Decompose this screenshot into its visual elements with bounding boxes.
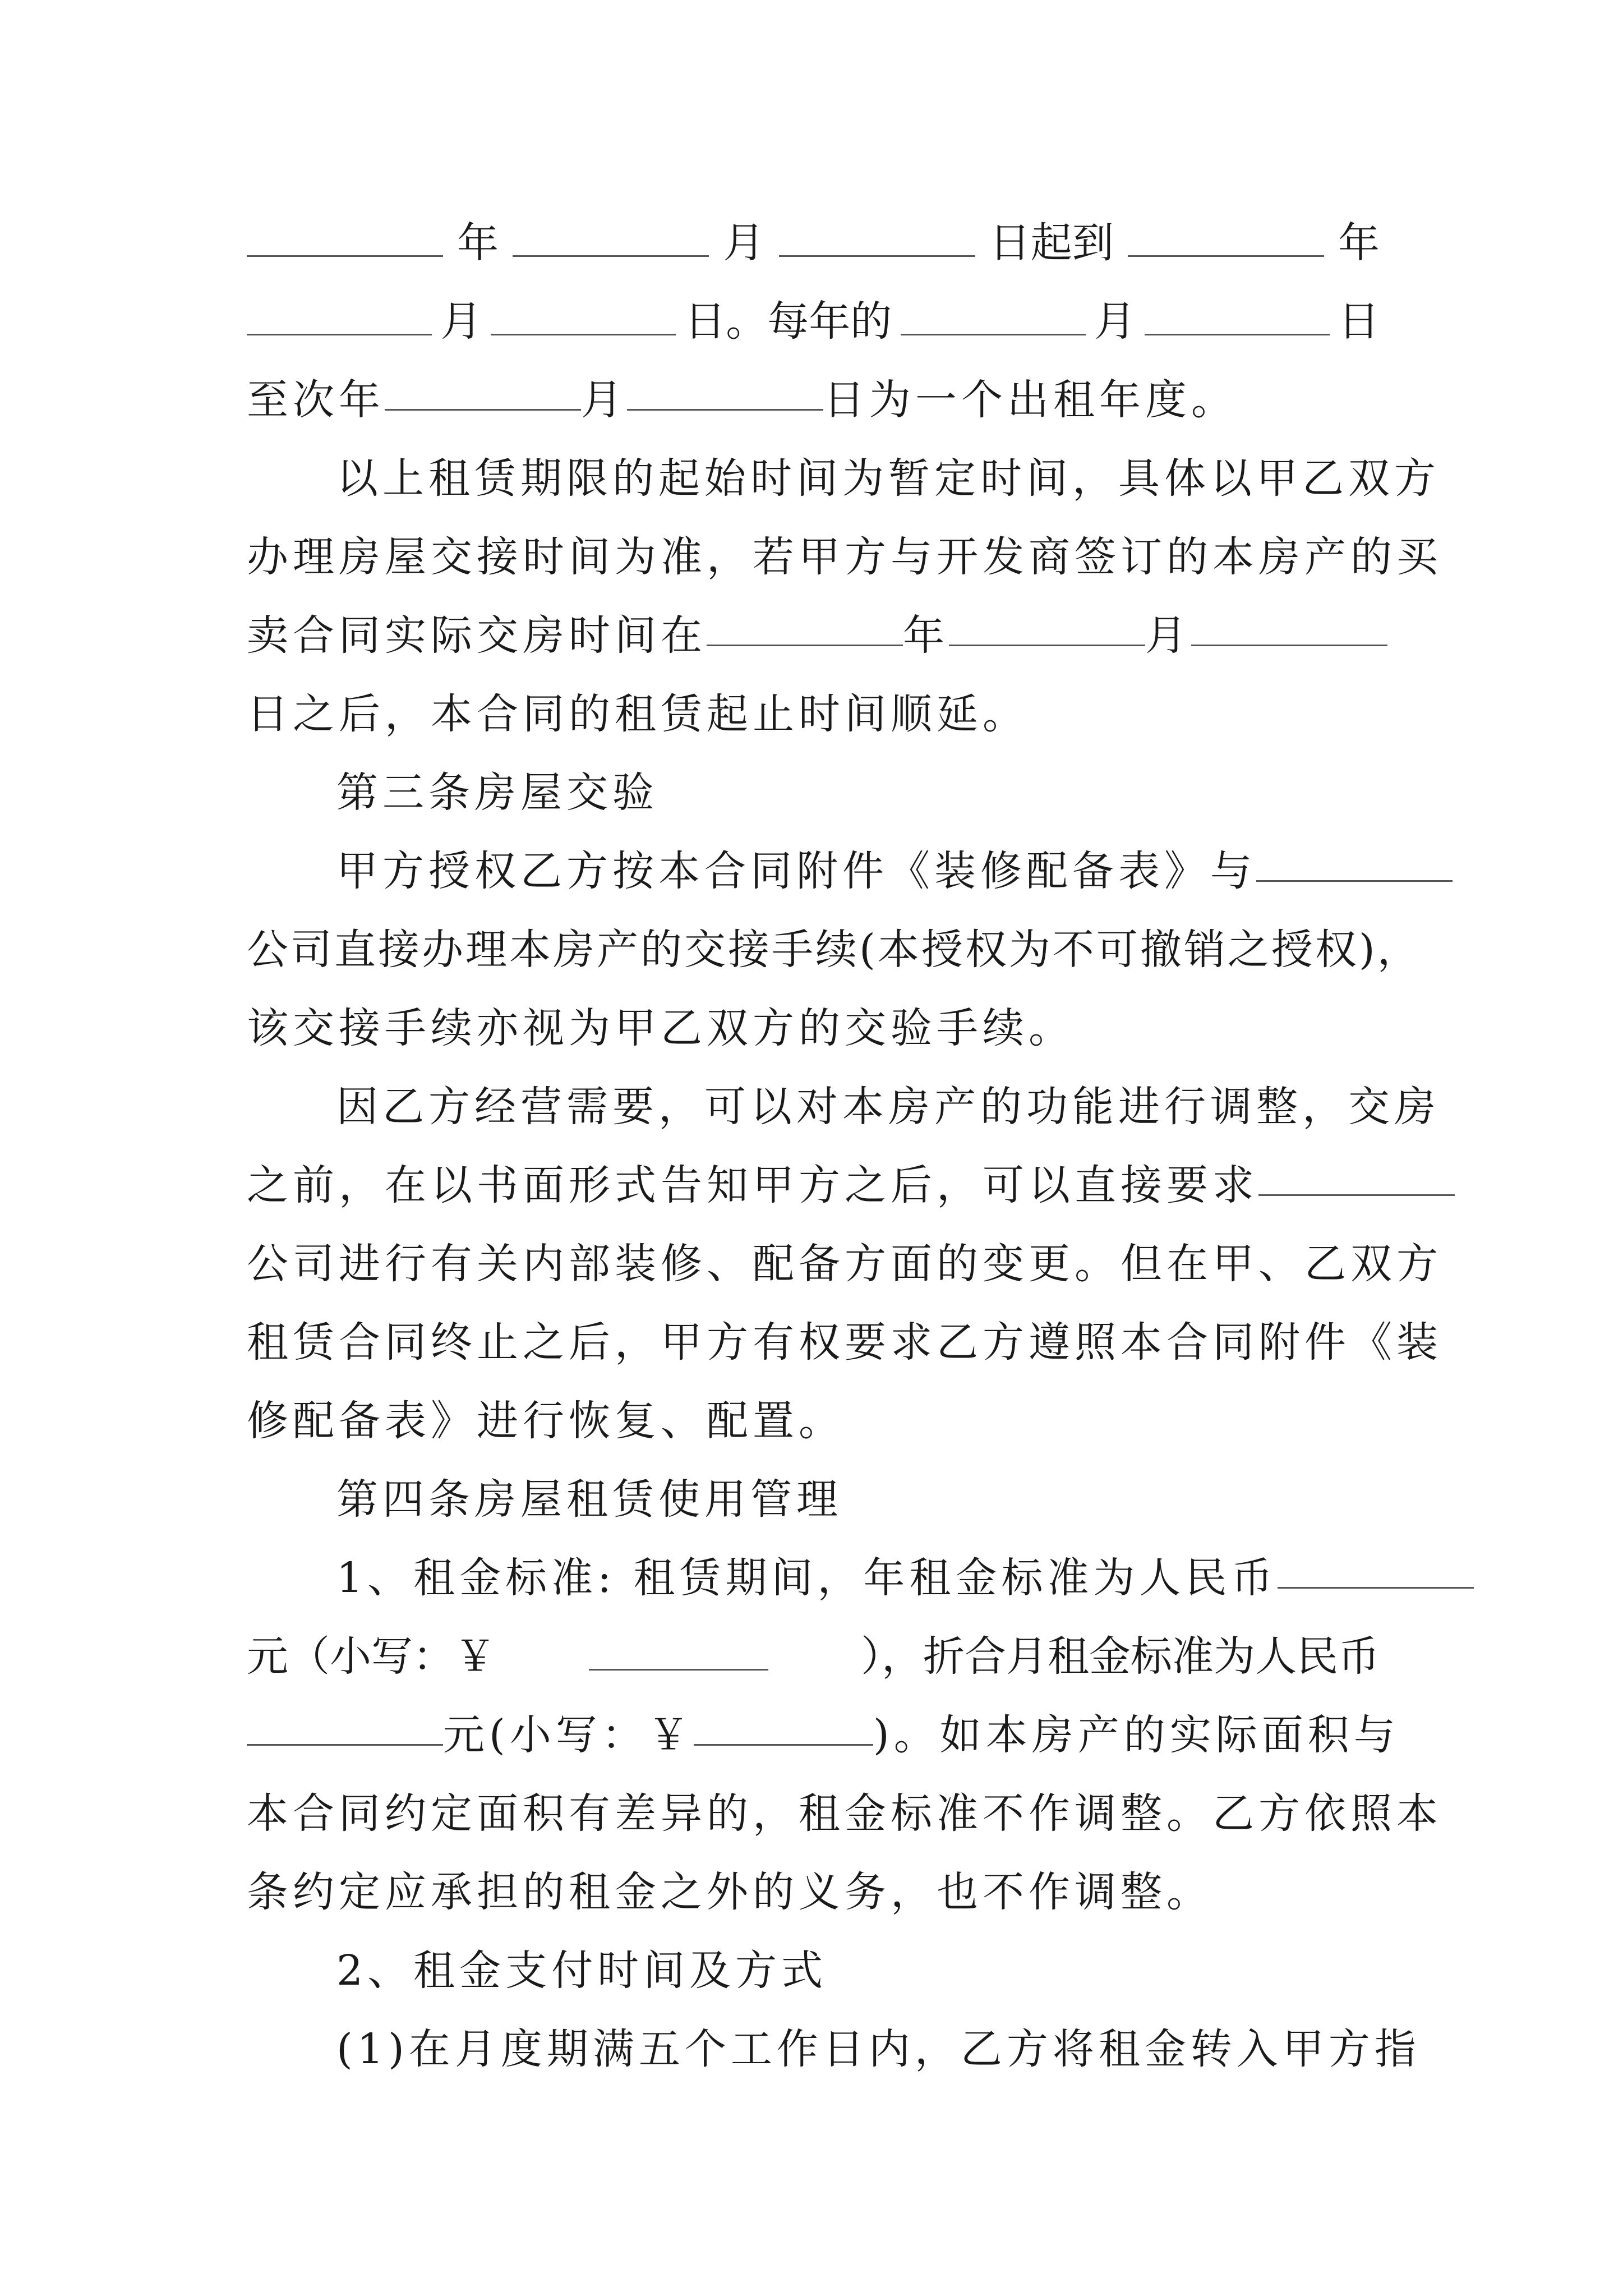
text-segment: 月 [1145,611,1191,660]
blank-field[interactable] [949,642,1145,646]
text-segment: 元（小写：￥ [247,1632,496,1681]
text-segment: )。如本房产的实际面积与 [873,1711,1400,1759]
blank-field[interactable] [1258,1192,1455,1196]
text-line [247,605,1380,666]
blank-field[interactable] [385,407,581,411]
blank-field[interactable] [1191,642,1387,646]
text-segment: 月 [581,376,627,424]
blank-field[interactable] [694,1742,873,1746]
paragraph-line: 以上租赁期限的起始时间为暂定时间，具体以甲乙双方 [336,454,1440,503]
text-line [247,291,1380,352]
paragraph-line: 该交接手续亦视为甲乙双方的交验手续。 [247,1004,1075,1052]
paragraph-line: 2、租金支付时间及方式 [336,1947,828,1995]
blank-field[interactable] [491,332,676,335]
text-segment: 月 [440,297,482,346]
text-segment: 1、租金标准: 租赁期间，年租金标准为人民币 [336,1554,1278,1602]
blank-field[interactable] [707,642,903,646]
text-line [247,369,1380,431]
paragraph-line: (1)在月度期满五个工作日内，乙方将租金转入甲方指 [336,2025,1421,2073]
paragraph-line: 修配备表》进行恢复、配置。 [247,1397,845,1445]
text-line [336,840,1380,902]
blank-field[interactable] [1145,332,1330,335]
text-segment: ），折合月租金标准为人民币 [861,1632,1380,1681]
text-line [336,1547,1380,1609]
section-heading: 第四条房屋租赁使用管理 [336,1475,842,1524]
text-segment: 卖合同实际交房时间在 [247,611,707,660]
paragraph-line: 公司直接办理本房产的交接手续(本授权为不可撤销之授权)， [247,926,1421,974]
blank-field[interactable] [627,407,823,411]
section-heading: 第三条房屋交验 [336,769,658,817]
blank-field[interactable] [901,332,1086,335]
text-segment: 之前，在以书面形式告知甲方之后，可以直接要求 [247,1161,1258,1209]
text-segment: 至次年 [247,376,385,424]
blank-field[interactable] [1278,1585,1474,1589]
blank-field[interactable] [247,332,432,335]
text-segment: 元(小写：￥ [443,1711,694,1759]
paragraph-line: 办理房屋交接时间为准，若甲方与开发商签订的本房产的买 [247,533,1442,581]
text-segment: 日起到 [989,219,1114,267]
paragraph-line: 本合同约定面积有差异的，租金标准不作调整。乙方依照本 [247,1789,1442,1838]
blank-field[interactable] [247,253,443,257]
text-segment: 月 [723,219,765,267]
blank-field[interactable] [513,253,709,257]
text-segment: 年 [903,611,949,660]
paragraph-line: 公司进行有关内部装修、配备方面的变更。但在甲、乙双方 [247,1240,1442,1288]
paragraph-line: 条约定应承担的租金之外的义务，也不作调整。 [247,1868,1212,1916]
text-line [247,1704,1400,1766]
text-segment: 甲方授权乙方按本合同附件《装修配备表》与 [336,847,1256,895]
text-segment: 年 [1338,219,1380,267]
text-segment: 年 [457,219,499,267]
text-segment: 日为一个出租年度。 [823,376,1237,424]
blank-field[interactable] [1256,878,1453,882]
text-line [247,1626,1380,1687]
text-segment: 月 [1094,297,1136,346]
blank-field[interactable] [779,253,975,257]
paragraph-line: 租赁合同终止之后，甲方有权要求乙方遵照本合同附件《装 [247,1318,1442,1366]
paragraph-line: 因乙方经营需要，可以对本房产的功能进行调整，交房 [336,1083,1440,1131]
blank-field[interactable] [589,1667,768,1671]
text-line [247,1154,1380,1216]
paragraph-line: 日之后，本合同的租赁起止时间顺延。 [247,690,1029,738]
text-segment: 日 [1338,297,1380,346]
text-line [247,212,1380,274]
blank-field[interactable] [247,1742,443,1746]
text-segment: 日。每年的 [684,297,892,346]
blank-field[interactable] [1128,253,1324,257]
